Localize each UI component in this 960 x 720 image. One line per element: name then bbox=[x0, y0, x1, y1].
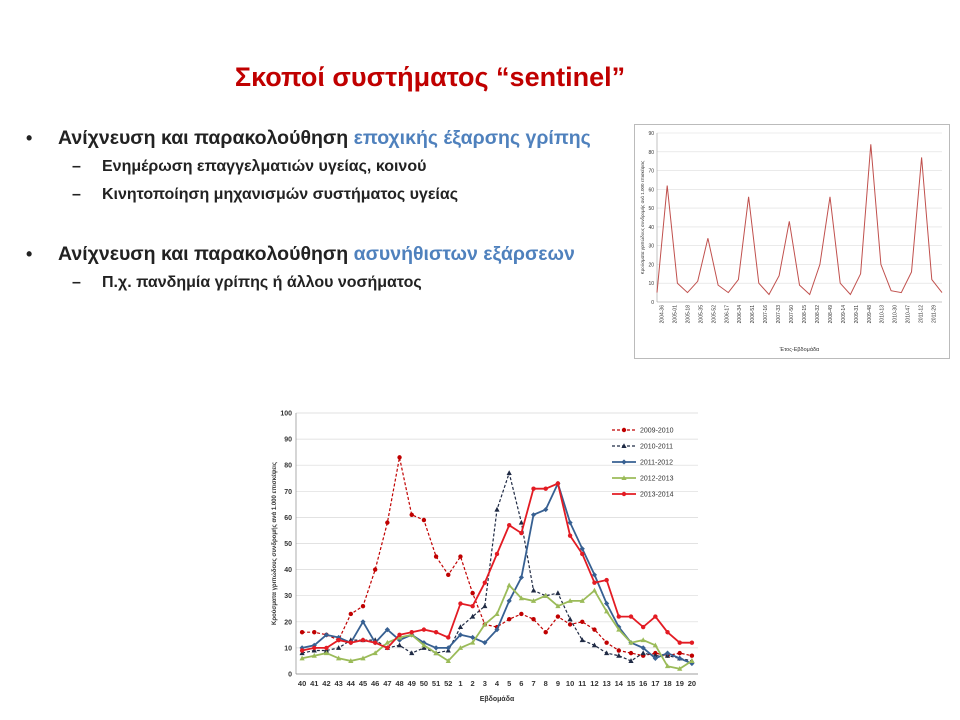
y-tick-label: 0 bbox=[288, 671, 292, 679]
data-point bbox=[556, 481, 560, 485]
series-line bbox=[302, 473, 692, 661]
data-point bbox=[531, 588, 536, 593]
data-point bbox=[397, 633, 401, 637]
data-point bbox=[519, 612, 523, 616]
data-point bbox=[604, 650, 609, 655]
data-point bbox=[434, 554, 438, 558]
y-tick-label: 40 bbox=[648, 224, 654, 231]
x-tick-label: 2011-12 bbox=[918, 305, 925, 323]
data-point bbox=[458, 601, 462, 605]
y-tick-label: 60 bbox=[284, 514, 292, 522]
y-tick-label: 10 bbox=[648, 281, 654, 288]
data-point bbox=[385, 520, 389, 524]
data-point bbox=[361, 638, 365, 642]
data-point bbox=[592, 627, 596, 631]
sub-bullet-pandemic bbox=[26, 272, 626, 294]
data-point bbox=[312, 630, 316, 634]
y-tick-label: 0 bbox=[651, 300, 654, 306]
data-point bbox=[397, 455, 401, 459]
data-point bbox=[544, 486, 548, 490]
data-point bbox=[689, 658, 694, 663]
dash-marker: – bbox=[72, 274, 81, 291]
data-point bbox=[300, 630, 304, 634]
x-tick-label: 50 bbox=[419, 679, 429, 688]
y-tick-label: 90 bbox=[648, 131, 654, 137]
x-tick-label: 49 bbox=[407, 679, 416, 688]
data-point bbox=[622, 428, 626, 432]
x-tick-label: 45 bbox=[358, 679, 368, 688]
data-point bbox=[470, 591, 474, 595]
data-point bbox=[324, 646, 328, 650]
x-tick-label: 47 bbox=[383, 679, 392, 688]
data-point bbox=[507, 582, 512, 587]
y-tick-label: 60 bbox=[648, 187, 654, 194]
x-tick-label: 3 bbox=[482, 679, 487, 688]
data-point bbox=[483, 580, 487, 584]
data-point bbox=[507, 470, 512, 475]
y-tick-label: 20 bbox=[648, 262, 654, 269]
y-tick-label: 70 bbox=[284, 488, 292, 496]
x-tick-label: 46 bbox=[371, 679, 380, 688]
x-tick-label: 2006-34 bbox=[737, 305, 744, 324]
seasonal-ili-chart bbox=[262, 397, 708, 715]
x-tick-label: 8 bbox=[543, 679, 548, 688]
data-point bbox=[568, 622, 572, 626]
data-point bbox=[690, 654, 694, 658]
x-tick-label: 11 bbox=[578, 679, 587, 688]
legend-label: 2010-2011 bbox=[640, 443, 673, 451]
data-point bbox=[507, 617, 511, 621]
x-tick-label: 20 bbox=[687, 679, 697, 688]
data-point bbox=[592, 588, 597, 593]
y-tick-label: 90 bbox=[284, 436, 292, 444]
bullet-dot: • bbox=[26, 128, 33, 148]
sub-bullet-text: Ενημέρωση επαγγελματιών υγείας, κοινού bbox=[102, 158, 427, 175]
x-tick-label: 2005-35 bbox=[698, 305, 705, 324]
data-point bbox=[592, 580, 596, 584]
y-axis-label: Κρούσματα γριπώδους συνδρομής ανά 1.000 επισκέψεις bbox=[640, 160, 645, 275]
x-tick-label: 2009-14 bbox=[840, 305, 847, 324]
y-tick-label: 50 bbox=[648, 206, 654, 213]
data-point bbox=[422, 627, 426, 631]
data-point bbox=[519, 531, 523, 535]
bullet-seasonal bbox=[26, 126, 626, 150]
sub-bullet-mobilize bbox=[26, 184, 626, 206]
dash-marker: – bbox=[72, 186, 81, 203]
data-point bbox=[641, 625, 645, 629]
legend-label: 2011-2012 bbox=[640, 459, 673, 467]
bullet-list bbox=[26, 126, 626, 294]
data-point bbox=[300, 648, 304, 652]
data-point bbox=[653, 614, 657, 618]
x-tick-label: 6 bbox=[519, 679, 524, 688]
data-point bbox=[409, 650, 414, 655]
x-axis-label: Εβδομάδα bbox=[479, 696, 515, 703]
y-tick-label: 20 bbox=[284, 619, 292, 627]
dash-marker: – bbox=[72, 158, 81, 175]
x-tick-label: 17 bbox=[651, 679, 660, 688]
x-tick-label: 1 bbox=[458, 679, 463, 688]
data-point bbox=[678, 651, 682, 655]
data-point bbox=[690, 640, 694, 644]
legend-label: 2009-2010 bbox=[640, 427, 674, 435]
x-tick-label: 2010-30 bbox=[892, 305, 899, 324]
x-tick-label: 2007-16 bbox=[763, 305, 770, 324]
data-point bbox=[422, 518, 426, 522]
sub-bullet-text: Π.χ. πανδημία γρίπης ή άλλου νοσήματος bbox=[102, 274, 422, 291]
x-tick-label: 14 bbox=[614, 679, 623, 688]
x-tick-label: 2008-49 bbox=[827, 305, 834, 324]
y-tick-label: 100 bbox=[280, 410, 292, 418]
x-tick-label: 2005-01 bbox=[672, 305, 679, 324]
data-point bbox=[665, 630, 669, 634]
x-tick-label: 42 bbox=[322, 679, 331, 688]
bullet-text: Ανίχνευση και παρακολούθηση bbox=[58, 243, 354, 265]
x-tick-label: 2009-31 bbox=[853, 305, 860, 324]
data-point bbox=[621, 459, 626, 464]
x-tick-label: 19 bbox=[675, 679, 684, 688]
data-point bbox=[629, 614, 633, 618]
data-point bbox=[604, 640, 608, 644]
data-point bbox=[373, 567, 377, 571]
data-point bbox=[470, 604, 474, 608]
data-point bbox=[617, 614, 621, 618]
y-tick-label: 40 bbox=[284, 567, 292, 575]
ili-series-line bbox=[657, 144, 942, 294]
x-tick-label: 2008-32 bbox=[814, 305, 821, 324]
data-point bbox=[641, 650, 646, 655]
x-tick-label: 52 bbox=[444, 679, 453, 688]
data-point bbox=[567, 616, 572, 621]
x-tick-label: 48 bbox=[395, 679, 404, 688]
x-tick-label: 4 bbox=[494, 679, 500, 688]
data-point bbox=[494, 507, 499, 512]
y-tick-label: 80 bbox=[284, 462, 292, 470]
x-tick-label: 2006-17 bbox=[724, 305, 731, 324]
data-point bbox=[531, 486, 535, 490]
x-tick-label: 51 bbox=[431, 679, 441, 688]
x-tick-label: 2010-13 bbox=[879, 305, 886, 324]
data-point bbox=[349, 640, 353, 644]
y-tick-label: 30 bbox=[648, 243, 654, 250]
data-point bbox=[622, 492, 626, 496]
data-point bbox=[433, 645, 438, 650]
bullet-highlight: εποχικής έξαρσης γρίπης bbox=[353, 127, 591, 149]
x-tick-label: 7 bbox=[531, 679, 536, 688]
slide-title: Σκοποί συστήματος “sentinel” bbox=[234, 62, 626, 92]
x-tick-label: 2005-52 bbox=[711, 305, 718, 324]
bullet-dot: • bbox=[26, 244, 33, 264]
legend-label: 2013-2014 bbox=[640, 491, 674, 499]
y-tick-label: 70 bbox=[648, 168, 654, 175]
historical-ili-chart bbox=[634, 124, 950, 359]
data-point bbox=[349, 612, 353, 616]
x-tick-label: 13 bbox=[602, 679, 611, 688]
data-point bbox=[312, 646, 316, 650]
bullet-highlight: ασυνήθιστων εξάρσεων bbox=[353, 243, 575, 265]
legend-label: 2012-2013 bbox=[640, 475, 674, 483]
data-point bbox=[410, 513, 414, 517]
x-tick-label: 2010-47 bbox=[905, 305, 912, 324]
data-point bbox=[544, 630, 548, 634]
x-tick-label: 2011-29 bbox=[931, 305, 938, 323]
x-tick-label: 41 bbox=[310, 679, 319, 688]
seasonal-ili-chart-svg bbox=[262, 397, 708, 715]
data-point bbox=[397, 642, 402, 647]
bullet-unusual bbox=[26, 242, 626, 266]
historical-ili-chart-svg bbox=[635, 125, 949, 358]
y-tick-label: 30 bbox=[284, 593, 292, 601]
x-tick-label: 2005-18 bbox=[685, 305, 692, 324]
x-tick-label: 9 bbox=[555, 679, 560, 688]
x-tick-label: 12 bbox=[590, 679, 599, 688]
y-axis-label: Κρούσματα γριπώδους συνδρομής ανά 1.000 επισκέψεις bbox=[272, 462, 278, 625]
x-tick-label: 10 bbox=[565, 679, 575, 688]
x-tick-label: 2008-15 bbox=[801, 305, 808, 324]
data-point bbox=[531, 512, 536, 517]
x-tick-label: 44 bbox=[346, 679, 355, 688]
data-point bbox=[482, 603, 487, 608]
x-tick-label: 16 bbox=[639, 679, 648, 688]
x-tick-label: 5 bbox=[507, 679, 512, 688]
data-point bbox=[336, 638, 340, 642]
data-point bbox=[458, 554, 462, 558]
data-point bbox=[617, 648, 621, 652]
sub-bullet-text: Κινητοποίηση μηχανισμών συστήματος υγείας bbox=[102, 186, 459, 203]
x-tick-label: 2 bbox=[470, 679, 475, 688]
data-point bbox=[555, 590, 560, 595]
data-point bbox=[580, 620, 584, 624]
data-point bbox=[385, 646, 389, 650]
data-point bbox=[495, 552, 499, 556]
x-tick-label: 15 bbox=[626, 679, 636, 688]
data-point bbox=[580, 552, 584, 556]
data-point bbox=[629, 651, 633, 655]
y-tick-label: 50 bbox=[284, 541, 292, 548]
bullet-text: Ανίχνευση και παρακολούθηση bbox=[58, 127, 354, 149]
data-point bbox=[446, 573, 450, 577]
data-point bbox=[531, 617, 535, 621]
data-point bbox=[361, 604, 365, 608]
y-tick-label: 80 bbox=[648, 149, 654, 156]
x-tick-label: 2006-51 bbox=[750, 305, 757, 324]
data-point bbox=[434, 630, 438, 634]
data-point bbox=[507, 523, 511, 527]
x-tick-label: 40 bbox=[297, 679, 307, 688]
x-axis-label: Έτος-Εβδομάδα bbox=[779, 347, 820, 353]
x-tick-label: 18 bbox=[663, 679, 672, 688]
x-tick-label: 2007-33 bbox=[776, 305, 783, 324]
data-point bbox=[604, 578, 608, 582]
x-tick-label: 2004-36 bbox=[659, 305, 666, 324]
data-point bbox=[373, 640, 377, 644]
data-point bbox=[556, 614, 560, 618]
x-tick-label: 2009-48 bbox=[866, 305, 873, 324]
series-2010-2011 bbox=[299, 470, 694, 663]
data-point bbox=[410, 630, 414, 634]
data-point bbox=[446, 635, 450, 639]
y-tick-label: 10 bbox=[284, 645, 292, 653]
data-point bbox=[678, 640, 682, 644]
x-tick-label: 43 bbox=[334, 679, 343, 688]
data-point bbox=[336, 645, 341, 650]
data-point bbox=[568, 533, 572, 537]
x-tick-label: 2007-50 bbox=[789, 305, 796, 324]
sub-bullet-inform bbox=[26, 156, 626, 178]
